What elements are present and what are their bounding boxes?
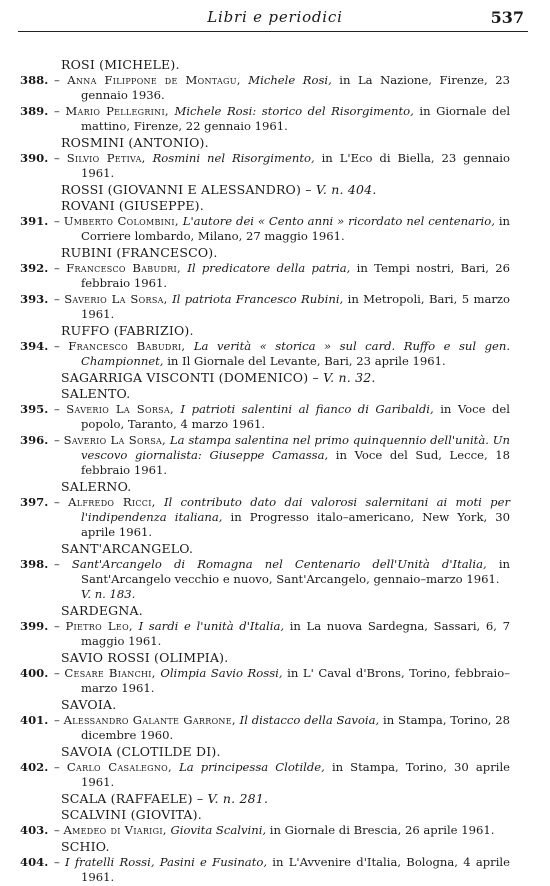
entry-publication: in Il Giornale del Levante, Bari, 23 aprile 1961. (167, 354, 446, 368)
section-heading (61, 57, 550, 73)
entry-publication: in L'Avvenire d'Italia, Bologna, 4 aprile 1961. (81, 855, 511, 884)
entry-number: 388. (20, 73, 49, 87)
entry-dash: – (54, 339, 60, 353)
entry-number: 395. (20, 402, 49, 416)
entry-number: 401. (20, 713, 49, 727)
entry-body (54, 214, 510, 244)
heading-text: ROVANI (GIUSEPPE). (61, 198, 204, 213)
entry-publication: in L'Eco di Biella, 23 gennaio 1961. (81, 151, 510, 180)
bibliography-entry (0, 433, 550, 478)
entry-body (54, 495, 510, 540)
entry-number: 397. (20, 495, 49, 509)
bibliography-entry (0, 214, 550, 244)
entry-title: Olimpia Savio Rossi, (160, 666, 283, 680)
bibliography-entry (0, 261, 550, 291)
section-heading (61, 245, 550, 261)
entry-publication: in Voce del Sud, Lecce, 18 febbraio 1961. (81, 448, 510, 477)
bibliography-entry (0, 713, 550, 743)
entry-publication: in Tempi nostri, Bari, 26 febbraio 1961. (81, 261, 510, 290)
heading-text: ROSI (MICHELE). (61, 57, 180, 72)
bibliography-entry (0, 151, 550, 181)
entry-number: 390. (20, 151, 49, 165)
entry-body (54, 855, 510, 885)
entry-author: Alfredo Ricci, (68, 495, 156, 509)
entry-title: Michele Rosi: storico del Risorgimento, (174, 104, 414, 118)
entry-author: Francesco Babudri, (66, 261, 181, 275)
entry-author: Silvio Petiva, (66, 151, 146, 165)
entry-dash: – (54, 214, 60, 228)
section-heading (61, 323, 550, 339)
entry-body (54, 433, 510, 478)
bibliography-entry (0, 557, 550, 602)
entry-title: Il distacco della Savoia, (239, 713, 380, 727)
entry-title: L'autore dei « Cento anni » ricordato nel centenario, (182, 214, 495, 228)
bibliography-entry (0, 855, 550, 885)
entry-dash: – (54, 402, 60, 416)
entry-body (54, 261, 510, 291)
entry-body (54, 151, 510, 181)
entry-dash: – (54, 760, 60, 774)
entry-publication: in Metropoli, Bari, 5 marzo 1961. (81, 292, 510, 321)
entry-dash: – (54, 292, 60, 306)
entry-author: Saverio La Sorsa, (63, 433, 167, 447)
entry-body (54, 104, 510, 134)
section-heading (61, 182, 550, 198)
entry-publication: in La nuova Sardegna, Sassari, 6, 7 maggio 1961. (81, 619, 510, 648)
entry-body (54, 713, 510, 743)
bibliography-entry (0, 760, 550, 790)
section-heading (61, 603, 550, 619)
entry-publication: in Stampa, Torino, 28 dicembre 1960. (81, 713, 511, 742)
heading-text: RUBINI (FRANCESCO). (61, 245, 218, 260)
page-number: 537 (490, 8, 524, 27)
entry-body (54, 619, 510, 649)
entry-title: I patrioti salentini al fianco di Garibaldi, (180, 402, 434, 416)
bibliography-entry (0, 666, 550, 696)
section-heading (61, 198, 550, 214)
entry-dash: – (54, 713, 60, 727)
bibliography-entry (0, 104, 550, 134)
section-heading (61, 135, 550, 151)
entry-publication: in L' Caval d'Brons, Torino, febbraio–marzo 1961. (81, 666, 510, 695)
entry-number: 403. (20, 823, 49, 837)
entry-publication: in La Nazione, Firenze, 23 gennaio 1936. (81, 73, 510, 102)
bibliography-entry (0, 73, 550, 103)
heading-text: SCALA (RAFFAELE) – (61, 791, 204, 806)
entry-author: Cesare Bianchi, (64, 666, 156, 680)
entry-author: Umberto Colombini, (63, 214, 179, 228)
entry-number: 393. (20, 292, 49, 306)
section-heading (61, 541, 550, 557)
entry-title: Il predicatore della patria, (187, 261, 351, 275)
entry-dash: – (54, 495, 60, 509)
bibliography-entry (0, 619, 550, 649)
heading-text: SAGARRIGA VISCONTI (DOMENICO) – (61, 370, 319, 385)
section-heading (61, 744, 550, 760)
section-heading (61, 839, 550, 855)
section-heading (61, 807, 550, 823)
entry-publication: in Stampa, Torino, 30 aprile 1961. (81, 760, 511, 789)
heading-text: SCALVINI (GIOVITA). (61, 807, 202, 822)
entry-title: La principessa Clotilde, (179, 760, 325, 774)
entry-author: Francesco Babudri, (68, 339, 186, 353)
entry-body (54, 666, 510, 696)
entry-dash: – (54, 619, 60, 633)
heading-text: SAVOIA. (61, 697, 117, 712)
entry-author: Saverio La Sorsa, (64, 292, 168, 306)
heading-text: SARDEGNA. (61, 603, 143, 618)
entry-author: Mario Pellegrini, (65, 104, 169, 118)
entry-number: 404. (20, 855, 49, 869)
entry-publication: in Giornale del mattino, Firenze, 22 gennaio 1961. (81, 104, 511, 133)
entry-title: Michele Rosi, (248, 73, 332, 87)
cross-reference: V. n. 404. (315, 182, 377, 197)
bibliography-entry (0, 495, 550, 540)
entry-publication: in Progresso italo–americano, New York, 30 aprile 1961. (81, 510, 510, 539)
entry-author: Anna Filippone de Montagu, (67, 73, 241, 87)
entry-title: La stampa salentina nel primo quinquennio dell'unità. Un vescovo giornalista: Giuseppe Camassa, (81, 433, 510, 462)
entry-author: Alessandro Galante Garrone, (63, 713, 236, 727)
entry-dash: – (54, 261, 60, 275)
entry-author: Saverio La Sorsa, (66, 402, 175, 416)
section-heading (61, 697, 550, 713)
heading-text: SALENTO. (61, 386, 131, 401)
entry-title: Rosmini nel Risorgimento, (152, 151, 315, 165)
heading-text: ROSMINI (ANTONIO). (61, 135, 209, 150)
running-header (22, 8, 528, 30)
bibliography-entry (0, 823, 550, 838)
entry-dash: – (54, 433, 60, 447)
entry-body (54, 292, 510, 322)
entry-author: Pietro Leo, (65, 619, 133, 633)
heading-text: SCHIO. (61, 839, 110, 854)
entry-body (54, 760, 510, 790)
entry-title: La verità « storica » sul card. Ruffo e sul gen. Championnet, (81, 339, 511, 368)
cross-reference: V. n. 281. (207, 791, 269, 806)
section-heading (61, 386, 550, 402)
entry-publication: in Giornale di Brescia, 26 aprile 1961. (269, 823, 495, 837)
section-heading (61, 370, 550, 386)
entry-title: Sant'Arcangelo di Romagna nel Centenario dell'Unità d'Italia, (71, 557, 487, 571)
entry-dash: – (54, 666, 60, 680)
entry-number: 389. (20, 104, 49, 118)
cross-reference: V. n. 32. (323, 370, 376, 385)
entry-publication: in Voce del popolo, Taranto, 4 marzo 1961. (81, 402, 510, 431)
entry-dash: – (54, 73, 60, 87)
entry-title: Il contributo dato dai valorosi salernitani ai moti per l'indipendenza italiana, (81, 495, 510, 524)
entry-body (54, 339, 510, 369)
entry-number: 402. (20, 760, 49, 774)
entry-number: 400. (20, 666, 49, 680)
entry-author: Carlo Casalegno, (66, 760, 172, 774)
entry-publication: in Sant'Arcangelo vecchio e nuovo, Sant'Arcangelo, gennaio–marzo 1961. (81, 557, 510, 586)
entry-number: 394. (20, 339, 49, 353)
section-heading (61, 791, 550, 807)
entry-number: 391. (20, 214, 49, 228)
heading-text: SAVIO ROSSI (OLIMPIA). (61, 650, 229, 665)
entry-body (54, 557, 510, 602)
entry-number: 392. (20, 261, 49, 275)
entry-dash: – (54, 104, 60, 118)
entry-title: Il patriota Francesco Rubini, (172, 292, 344, 306)
entry-author: Amedeo di Viarigi, (63, 823, 167, 837)
entry-publication: in Corriere lombardo, Milano, 27 maggio 1961. (81, 214, 511, 243)
header-rule (18, 31, 528, 32)
section-heading (61, 650, 550, 666)
entry-title: I fratelli Rossi, Pasini e Fusinato, (65, 855, 268, 869)
heading-text: RUFFO (FABRIZIO). (61, 323, 194, 338)
bibliography-entry (0, 402, 550, 432)
bibliography-entry (0, 339, 550, 369)
bibliography-entry (0, 292, 550, 322)
entry-number: 396. (20, 433, 49, 447)
entry-number: 398. (20, 557, 49, 571)
heading-text: ROSSI (GIOVANNI E ALESSANDRO) – (61, 182, 312, 197)
entry-cross-reference: V. n. 183. (81, 587, 136, 601)
section-heading (61, 479, 550, 495)
entry-title: Giovita Scalvini, (170, 823, 267, 837)
entry-body (54, 402, 510, 432)
entry-dash: – (54, 151, 60, 165)
heading-text: SAVOIA (CLOTILDE DI). (61, 744, 221, 759)
entry-dash: – (54, 823, 60, 837)
entry-body (54, 73, 510, 103)
heading-text: SALERNO. (61, 479, 132, 494)
entry-number: 399. (20, 619, 49, 633)
heading-text: SANT'ARCANGELO. (61, 541, 194, 556)
entry-dash: – (54, 557, 60, 571)
entry-dash: – (54, 855, 60, 869)
running-title: Libri e periodici (207, 8, 343, 26)
entry-title: I sardi e l'unità d'Italia, (138, 619, 285, 633)
bibliography-list (0, 57, 550, 886)
entry-body (54, 823, 510, 838)
